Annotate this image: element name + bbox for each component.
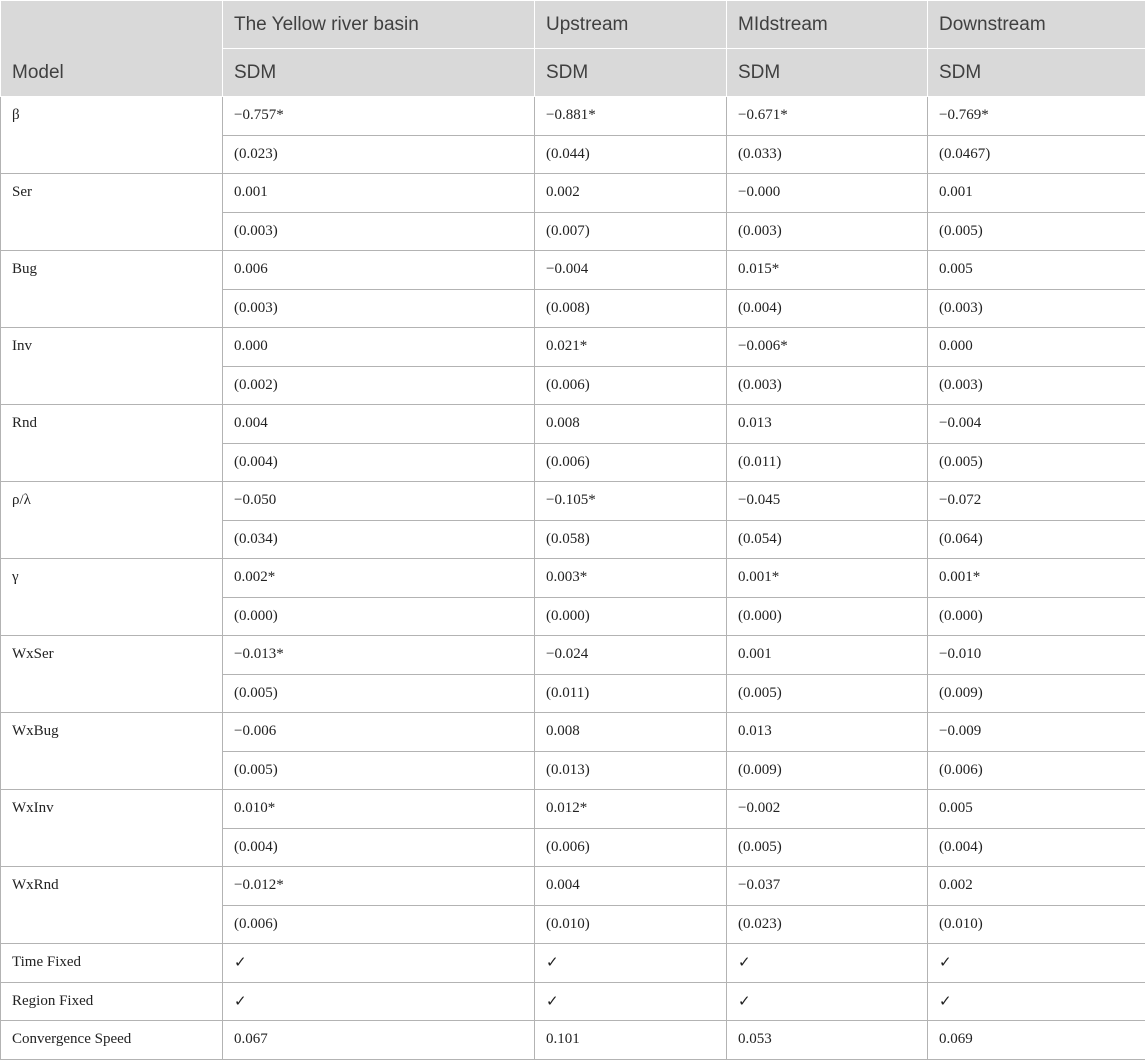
coef-cell-basin: 0.004 [223, 405, 535, 444]
coef-cell-basin: −0.050 [223, 482, 535, 521]
se-cell-basin: (0.004) [223, 828, 535, 867]
se-cell-downstream: (0.0467) [928, 135, 1145, 174]
table-row-coef [1, 97, 1145, 136]
coef-cell-upstream: 0.012* [535, 790, 727, 829]
table-row-coef [1, 251, 1145, 290]
se-cell-downstream: (0.004) [928, 828, 1145, 867]
coef-cell-downstream: 0.002 [928, 867, 1145, 906]
group-header-basin: The Yellow river basin [223, 1, 535, 49]
coef-cell-basin: 0.002* [223, 559, 535, 598]
se-cell-midstream: (0.003) [727, 366, 928, 405]
coef-cell-downstream: 0.001* [928, 559, 1145, 598]
coef-cell-midstream: 0.013 [727, 405, 928, 444]
row-label: γ [1, 559, 223, 636]
table-row-coef [1, 713, 1145, 752]
se-cell-basin: (0.034) [223, 520, 535, 559]
coef-cell-midstream: −0.002 [727, 790, 928, 829]
coef-cell-basin: −0.006 [223, 713, 535, 752]
se-cell-upstream: (0.011) [535, 674, 727, 713]
subheader-midstream: SDM [727, 49, 928, 97]
coef-cell-upstream: 0.004 [535, 867, 727, 906]
table-row-footer [1, 944, 1145, 983]
footer-cell-downstream: ✓ [928, 982, 1145, 1021]
subheader-upstream: SDM [535, 49, 727, 97]
se-cell-basin: (0.005) [223, 751, 535, 790]
coef-cell-downstream: −0.010 [928, 636, 1145, 675]
table-row-coef [1, 790, 1145, 829]
se-cell-downstream: (0.000) [928, 597, 1145, 636]
se-cell-basin: (0.023) [223, 135, 535, 174]
se-cell-midstream: (0.000) [727, 597, 928, 636]
footer-cell-upstream: 0.101 [535, 1021, 727, 1060]
se-cell-basin: (0.005) [223, 674, 535, 713]
se-cell-upstream: (0.006) [535, 366, 727, 405]
coef-cell-downstream: 0.005 [928, 251, 1145, 290]
footer-cell-downstream: 0.069 [928, 1021, 1145, 1060]
group-header-downstream: Downstream [928, 1, 1145, 49]
footer-cell-midstream: ✓ [727, 982, 928, 1021]
coef-cell-basin: 0.010* [223, 790, 535, 829]
se-cell-upstream: (0.000) [535, 597, 727, 636]
coef-cell-midstream: −0.006* [727, 328, 928, 367]
table-header [1, 1, 1145, 97]
se-cell-downstream: (0.005) [928, 443, 1145, 482]
coef-cell-downstream: −0.072 [928, 482, 1145, 521]
se-cell-upstream: (0.007) [535, 212, 727, 251]
table-body [1, 97, 1145, 1060]
se-cell-downstream: (0.006) [928, 751, 1145, 790]
group-header-upstream: Upstream [535, 1, 727, 49]
coef-cell-basin: −0.012* [223, 867, 535, 906]
subheader-downstream: SDM [928, 49, 1145, 97]
se-cell-basin: (0.003) [223, 212, 535, 251]
row-label: Ser [1, 174, 223, 251]
se-cell-basin: (0.006) [223, 905, 535, 944]
se-cell-downstream: (0.003) [928, 366, 1145, 405]
se-cell-upstream: (0.010) [535, 905, 727, 944]
coef-cell-upstream: −0.004 [535, 251, 727, 290]
se-cell-midstream: (0.054) [727, 520, 928, 559]
coef-cell-upstream: −0.881* [535, 97, 727, 136]
se-cell-midstream: (0.009) [727, 751, 928, 790]
row-label: Convergence Speed [1, 1021, 223, 1060]
coef-cell-upstream: −0.024 [535, 636, 727, 675]
table-row-coef [1, 328, 1145, 367]
row-label: WxInv [1, 790, 223, 867]
subheader-basin: SDM [223, 49, 535, 97]
header-row-groups [1, 1, 1145, 49]
coef-cell-downstream: −0.009 [928, 713, 1145, 752]
row-label: ρ/λ [1, 482, 223, 559]
footer-cell-midstream: ✓ [727, 944, 928, 983]
coef-cell-upstream: 0.002 [535, 174, 727, 213]
table-row-coef [1, 867, 1145, 906]
se-cell-midstream: (0.005) [727, 674, 928, 713]
se-cell-upstream: (0.006) [535, 443, 727, 482]
coef-cell-midstream: 0.015* [727, 251, 928, 290]
se-cell-downstream: (0.003) [928, 289, 1145, 328]
table-row-coef [1, 174, 1145, 213]
coef-cell-midstream: −0.045 [727, 482, 928, 521]
table-row-coef [1, 482, 1145, 521]
se-cell-midstream: (0.005) [727, 828, 928, 867]
coef-cell-midstream: −0.037 [727, 867, 928, 906]
se-cell-midstream: (0.011) [727, 443, 928, 482]
coef-cell-basin: 0.000 [223, 328, 535, 367]
se-cell-downstream: (0.005) [928, 212, 1145, 251]
row-label: Region Fixed [1, 982, 223, 1021]
coef-cell-midstream: 0.001* [727, 559, 928, 598]
se-cell-basin: (0.000) [223, 597, 535, 636]
se-cell-midstream: (0.023) [727, 905, 928, 944]
se-cell-midstream: (0.033) [727, 135, 928, 174]
footer-cell-upstream: ✓ [535, 982, 727, 1021]
row-label: β [1, 97, 223, 174]
row-label: Bug [1, 251, 223, 328]
row-label: WxBug [1, 713, 223, 790]
row-label: Inv [1, 328, 223, 405]
coef-cell-downstream: −0.004 [928, 405, 1145, 444]
footer-cell-basin: ✓ [223, 944, 535, 983]
table-row-coef [1, 559, 1145, 598]
coef-cell-upstream: −0.105* [535, 482, 727, 521]
se-cell-upstream: (0.044) [535, 135, 727, 174]
coef-cell-downstream: 0.001 [928, 174, 1145, 213]
table-row-coef [1, 636, 1145, 675]
footer-cell-basin: ✓ [223, 982, 535, 1021]
footer-cell-upstream: ✓ [535, 944, 727, 983]
footer-cell-basin: 0.067 [223, 1021, 535, 1060]
se-cell-midstream: (0.004) [727, 289, 928, 328]
coef-cell-downstream: 0.000 [928, 328, 1145, 367]
row-label: Time Fixed [1, 944, 223, 983]
se-cell-basin: (0.002) [223, 366, 535, 405]
coef-cell-midstream: 0.013 [727, 713, 928, 752]
se-cell-basin: (0.004) [223, 443, 535, 482]
se-cell-downstream: (0.064) [928, 520, 1145, 559]
table-row-coef [1, 405, 1145, 444]
se-cell-midstream: (0.003) [727, 212, 928, 251]
se-cell-upstream: (0.013) [535, 751, 727, 790]
table-row-footer [1, 982, 1145, 1021]
footer-cell-midstream: 0.053 [727, 1021, 928, 1060]
coef-cell-midstream: 0.001 [727, 636, 928, 675]
coef-cell-upstream: 0.008 [535, 405, 727, 444]
coef-cell-basin: 0.001 [223, 174, 535, 213]
model-column-header: Model [1, 1, 223, 97]
table-row-footer [1, 1021, 1145, 1060]
coef-cell-basin: −0.757* [223, 97, 535, 136]
footer-cell-downstream: ✓ [928, 944, 1145, 983]
se-cell-downstream: (0.010) [928, 905, 1145, 944]
se-cell-upstream: (0.008) [535, 289, 727, 328]
coef-cell-basin: −0.013* [223, 636, 535, 675]
coef-cell-upstream: 0.003* [535, 559, 727, 598]
row-label: WxSer [1, 636, 223, 713]
se-cell-upstream: (0.058) [535, 520, 727, 559]
se-cell-downstream: (0.009) [928, 674, 1145, 713]
coef-cell-basin: 0.006 [223, 251, 535, 290]
coef-cell-midstream: −0.000 [727, 174, 928, 213]
coef-cell-midstream: −0.671* [727, 97, 928, 136]
group-header-midstream: MIdstream [727, 1, 928, 49]
coef-cell-downstream: −0.769* [928, 97, 1145, 136]
se-cell-upstream: (0.006) [535, 828, 727, 867]
se-cell-basin: (0.003) [223, 289, 535, 328]
coef-cell-upstream: 0.021* [535, 328, 727, 367]
coef-cell-downstream: 0.005 [928, 790, 1145, 829]
coef-cell-upstream: 0.008 [535, 713, 727, 752]
row-label: WxRnd [1, 867, 223, 944]
row-label: Rnd [1, 405, 223, 482]
